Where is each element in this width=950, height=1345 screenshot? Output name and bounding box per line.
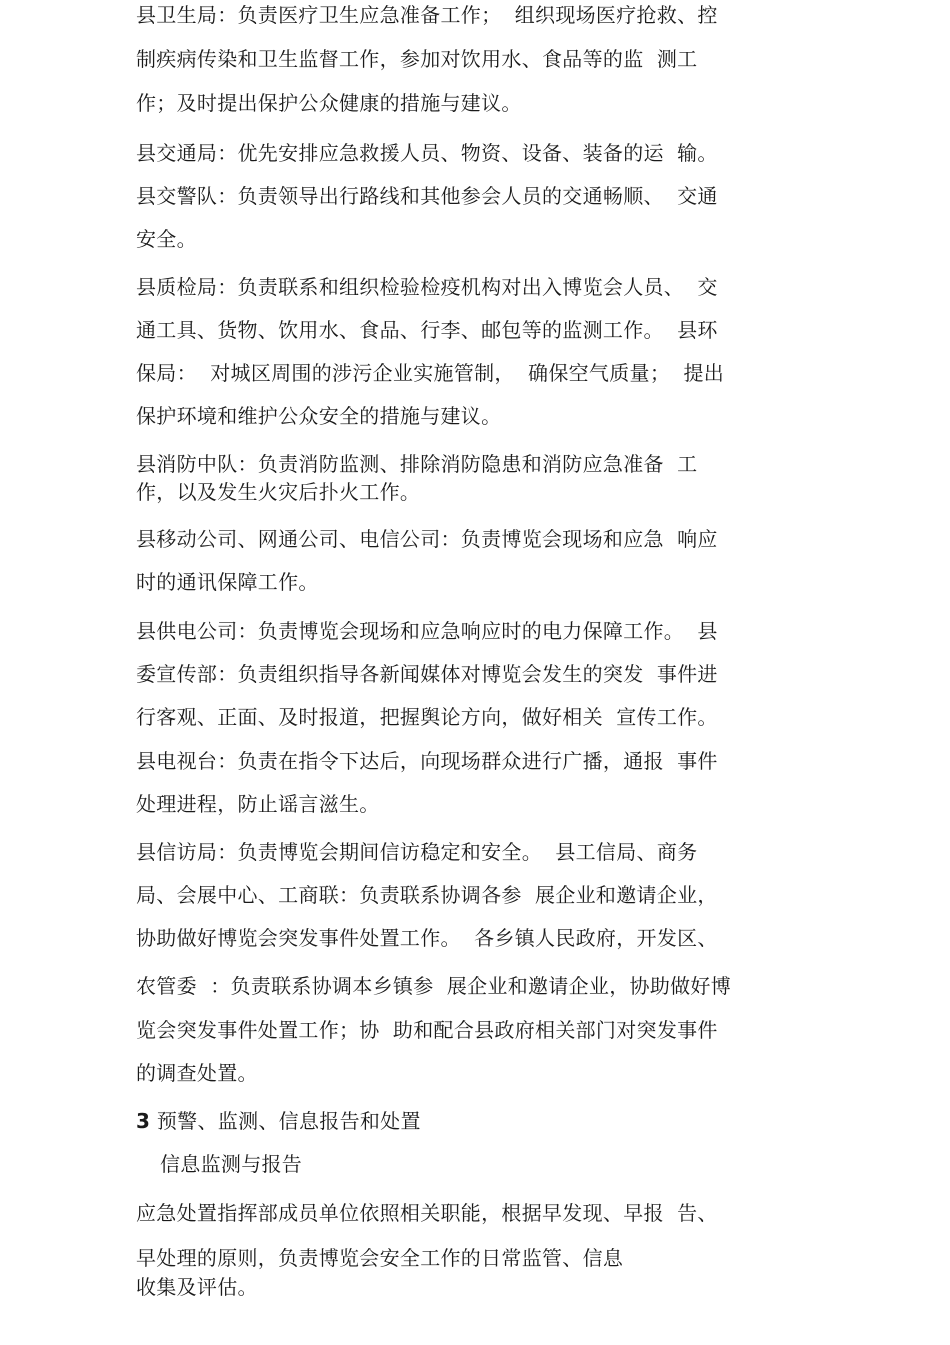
text-line: 县电视台：负责在指令下达后，向现场群众进行广播，通报 事件 xyxy=(136,749,718,773)
text-line: 县质检局：负责联系和组织检验检疫机构对出入博览会人员、 交 xyxy=(136,275,718,299)
text-line: 县交通局：优先安排应急救援人员、物资、设备、装备的运 输。 xyxy=(136,141,718,165)
text-line: 通工具、货物、饮用水、食品、行李、邮包等的监测工作。 县环 xyxy=(136,318,718,342)
text-line: 制疾病传染和卫生监督工作，参加对饮用水、食品等的监 测工 xyxy=(136,47,698,71)
text-line: 委宣传部：负责组织指导各新闻媒体对博览会发生的突发 事件进 xyxy=(136,662,718,686)
text-line: 县卫生局：负责医疗卫生应急准备工作； 组织现场医疗抢救、控 xyxy=(136,3,718,27)
text-line: 早处理的原则，负责博览会安全工作的日常监管、信息 xyxy=(136,1246,624,1270)
text-line: 作，以及发生火灾后扑火工作。 xyxy=(136,480,421,504)
text-line: 的调查处置。 xyxy=(136,1061,258,1085)
text-line: 农管委 ：负责联系协调本乡镇参 展企业和邀请企业，协助做好博 xyxy=(136,974,732,998)
text-line: 保护环境和维护公众安全的措施与建议。 xyxy=(136,404,502,428)
section-title: 预警、监测、信息报告和处置 xyxy=(150,1109,421,1133)
text-line: 安全。 xyxy=(136,227,197,251)
text-line: 县移动公司、网通公司、电信公司：负责博览会现场和应急 响应 xyxy=(136,527,718,551)
text-line: 时的通讯保障工作。 xyxy=(136,570,319,594)
text-line: 作；及时提出保护公众健康的措施与建议。 xyxy=(136,91,522,115)
text-line: 应急处置指挥部成员单位依照相关职能，根据早发现、早报 告、 xyxy=(136,1201,718,1225)
section-number: 3 xyxy=(136,1109,151,1133)
section-heading xyxy=(136,1107,421,1135)
text-line: 县信访局：负责博览会期间信访稳定和安全。 县工信局、商务 xyxy=(136,840,698,864)
text-line: 县供电公司：负责博览会现场和应急响应时的电力保障工作。 县 xyxy=(136,619,718,643)
text-line: 局、会展中心、工商联：负责联系协调各参 展企业和邀请企业， xyxy=(136,883,718,907)
section-subtitle: 信息监测与报告 xyxy=(160,1152,303,1176)
text-line: 行客观、正面、及时报道，把握舆论方向，做好相关 宣传工作。 xyxy=(136,705,718,729)
text-line: 览会突发事件处置工作；协 助和配合县政府相关部门对突发事件 xyxy=(136,1018,718,1042)
text-line: 协助做好博览会突发事件处置工作。 各乡镇人民政府，开发区、 xyxy=(136,926,718,950)
text-line: 县交警队：负责领导出行路线和其他参会人员的交通畅顺、 交通 xyxy=(136,184,718,208)
text-line: 县消防中队：负责消防监测、排除消防隐患和消防应急准备 工 xyxy=(136,452,698,476)
text-line: 处理进程，防止谣言滋生。 xyxy=(136,792,380,816)
text-line: 收集及评估。 xyxy=(136,1275,258,1299)
text-line: 保局： 对城区周围的涉污企业实施管制， 确保空气质量； 提出 xyxy=(136,361,725,385)
